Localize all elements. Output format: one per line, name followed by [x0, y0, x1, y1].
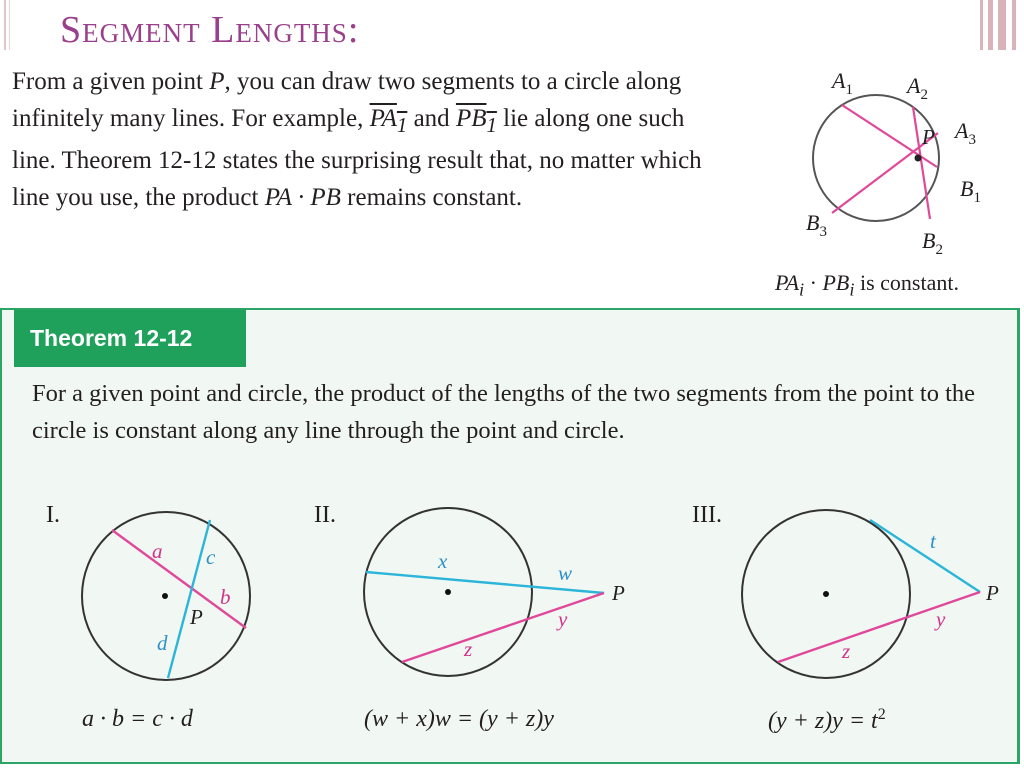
label-y: y [936, 607, 946, 631]
label-y: y [558, 607, 568, 631]
label-b1: $B_1$ [960, 176, 981, 206]
label-a: a [152, 539, 163, 563]
theorem-statement: For a given point and circle, the product of the lengths of the two segments from the point to the circle is constant along any line through the point and circle. [32, 380, 976, 444]
label-b3: $B_3$ [806, 210, 827, 240]
label-a2: $A_2$ [907, 73, 928, 103]
label-z: z [842, 639, 851, 663]
label-b: b [220, 585, 231, 609]
case-three-numeral: III. [692, 502, 722, 528]
label-c: c [206, 545, 216, 569]
label-p: P [922, 125, 935, 149]
case-two-diagram [314, 500, 654, 700]
right-decoration [978, 0, 1024, 50]
label-p: P [190, 605, 203, 629]
segment-pb1: $PB_1$ [455, 104, 497, 137]
case-two-formula: (w + x)w = (y + z)y [364, 706, 554, 732]
chords-diagram [770, 58, 1020, 268]
segment-pa1: $PA_1$ [369, 104, 408, 137]
case-three-formula: $(y + z)y = t^2$ [768, 706, 886, 734]
label-a3: $A_3$ [955, 118, 976, 148]
case-three-diagram [692, 500, 1012, 700]
theorem-box [0, 308, 1020, 764]
case-one-numeral: I. [46, 502, 60, 528]
slide-title: Segment Lengths: [60, 9, 360, 51]
point-p [915, 155, 922, 162]
center-point [445, 589, 451, 595]
theorem-label: Theorem 12-12 [14, 310, 246, 367]
case-one-diagram [42, 500, 282, 700]
tangent-t [870, 520, 980, 592]
label-d: d [157, 631, 168, 655]
case-two-numeral: II. [314, 502, 336, 528]
label-t: t [930, 529, 936, 553]
left-decoration [0, 0, 14, 50]
label-z: z [464, 637, 473, 661]
center-point [823, 591, 829, 597]
secant-yz [778, 592, 980, 662]
chords-figure [770, 58, 1020, 273]
case-one-formula: a · b = c · d [82, 706, 193, 732]
label-w: w [558, 561, 573, 585]
intro-paragraph: From a given point P, you can draw two segments to a circle along infinitely many lines. For example, $PA_1$ and $PB_1$ lie along one such line. Theorem 12-12 states the surprising result that, no matter which line you use, the product PA · PB remains constant. [12, 68, 702, 211]
chord-cd [168, 520, 210, 678]
label-x: x [438, 549, 448, 573]
label-a1: $A_1$ [832, 68, 853, 98]
intro-panel [0, 52, 1024, 308]
secant-yz [402, 593, 604, 662]
figure-caption: $PA_i \cdot PB_i$ is constant. [775, 270, 959, 300]
label-p: P [986, 581, 999, 605]
label-p: P [612, 581, 625, 605]
center-point [162, 593, 168, 599]
label-b2: $B_2$ [922, 228, 943, 258]
chord-ab [112, 530, 246, 628]
